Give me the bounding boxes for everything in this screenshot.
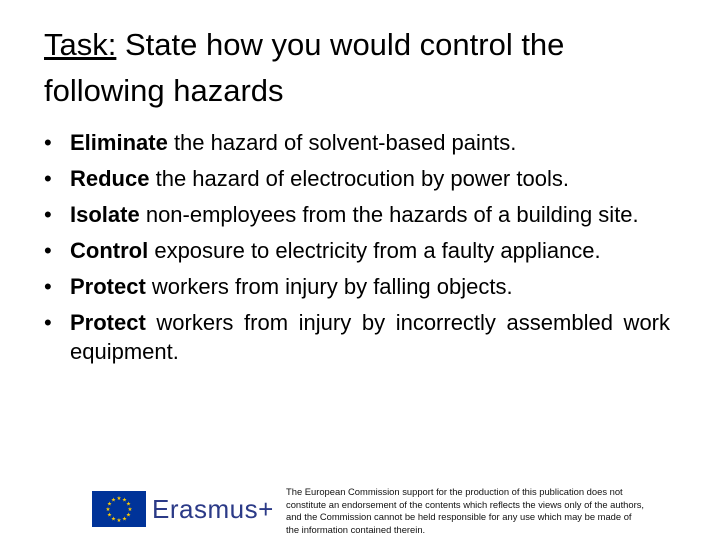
title-text: State how you would control the following hazards — [44, 27, 565, 108]
eu-star-icon: ★ — [122, 497, 127, 504]
eu-star-icon: ★ — [111, 516, 116, 523]
list-item: • Eliminate the hazard of solvent-based paints. — [44, 130, 517, 155]
list-item: • Reduce the hazard of electrocution by power tools. — [44, 166, 569, 191]
disclaimer-text: The European Commission support for the production of this publication does not constitute an endorsement of the contents which reflects the views only of the authors, and the Commission cannot be held responsible for any use which may be made of the information contained therein. — [286, 486, 645, 535]
page-title — [44, 22, 684, 114]
list-item: • Protect workers from injury by incorrectly assembled work equipment. — [44, 310, 670, 364]
eu-star-icon: ★ — [105, 507, 111, 513]
erasmus-logo-text: Erasmus+ — [152, 493, 274, 524]
eu-star-icon: ★ — [126, 512, 131, 519]
bullet-text: the hazard of solvent-based paints. — [173, 130, 517, 155]
eu-star-icon: ★ — [107, 501, 112, 508]
eu-star-icon: ★ — [116, 496, 122, 502]
erasmus-logo — [92, 490, 274, 528]
task-label: Task: — [44, 27, 117, 62]
bullet-text: workers from injury by falling objects. — [151, 274, 513, 299]
list-item: • Isolate non-employees from the hazards of a building site. — [44, 202, 639, 227]
eu-star-icon: ★ — [116, 518, 122, 524]
eu-star-icon: ★ — [111, 497, 116, 504]
eu-star-icon: ★ — [127, 507, 133, 513]
hazard-list — [44, 128, 670, 373]
bullet-text: the hazard of electrocution by power tools. — [155, 166, 569, 191]
bullet-text: exposure to electricity from a faulty appliance. — [154, 238, 601, 263]
eu-star-icon: ★ — [122, 516, 127, 523]
eu-star-icon: ★ — [107, 512, 112, 519]
list-item: • Control exposure to electricity from a faulty appliance. — [44, 238, 601, 263]
bullet-text: non-employees from the hazards of a building site. — [145, 202, 639, 227]
bullet-keyword: Isolate — [70, 202, 140, 227]
bullet-keyword: Protect — [70, 274, 146, 299]
eu-stars-icon — [92, 491, 146, 527]
bullet-keyword: Reduce — [70, 166, 150, 191]
bullet-keyword: Protect — [70, 310, 146, 335]
eu-star-icon: ★ — [126, 501, 131, 508]
bullet-keyword: Eliminate — [70, 130, 168, 155]
list-item: • Protect workers from injury by falling objects. — [44, 274, 513, 299]
bullet-text: workers from injury by incorrectly assembled work equipment. — [70, 310, 670, 364]
eu-flag-icon — [92, 491, 146, 527]
bullet-keyword: Control — [70, 238, 149, 263]
